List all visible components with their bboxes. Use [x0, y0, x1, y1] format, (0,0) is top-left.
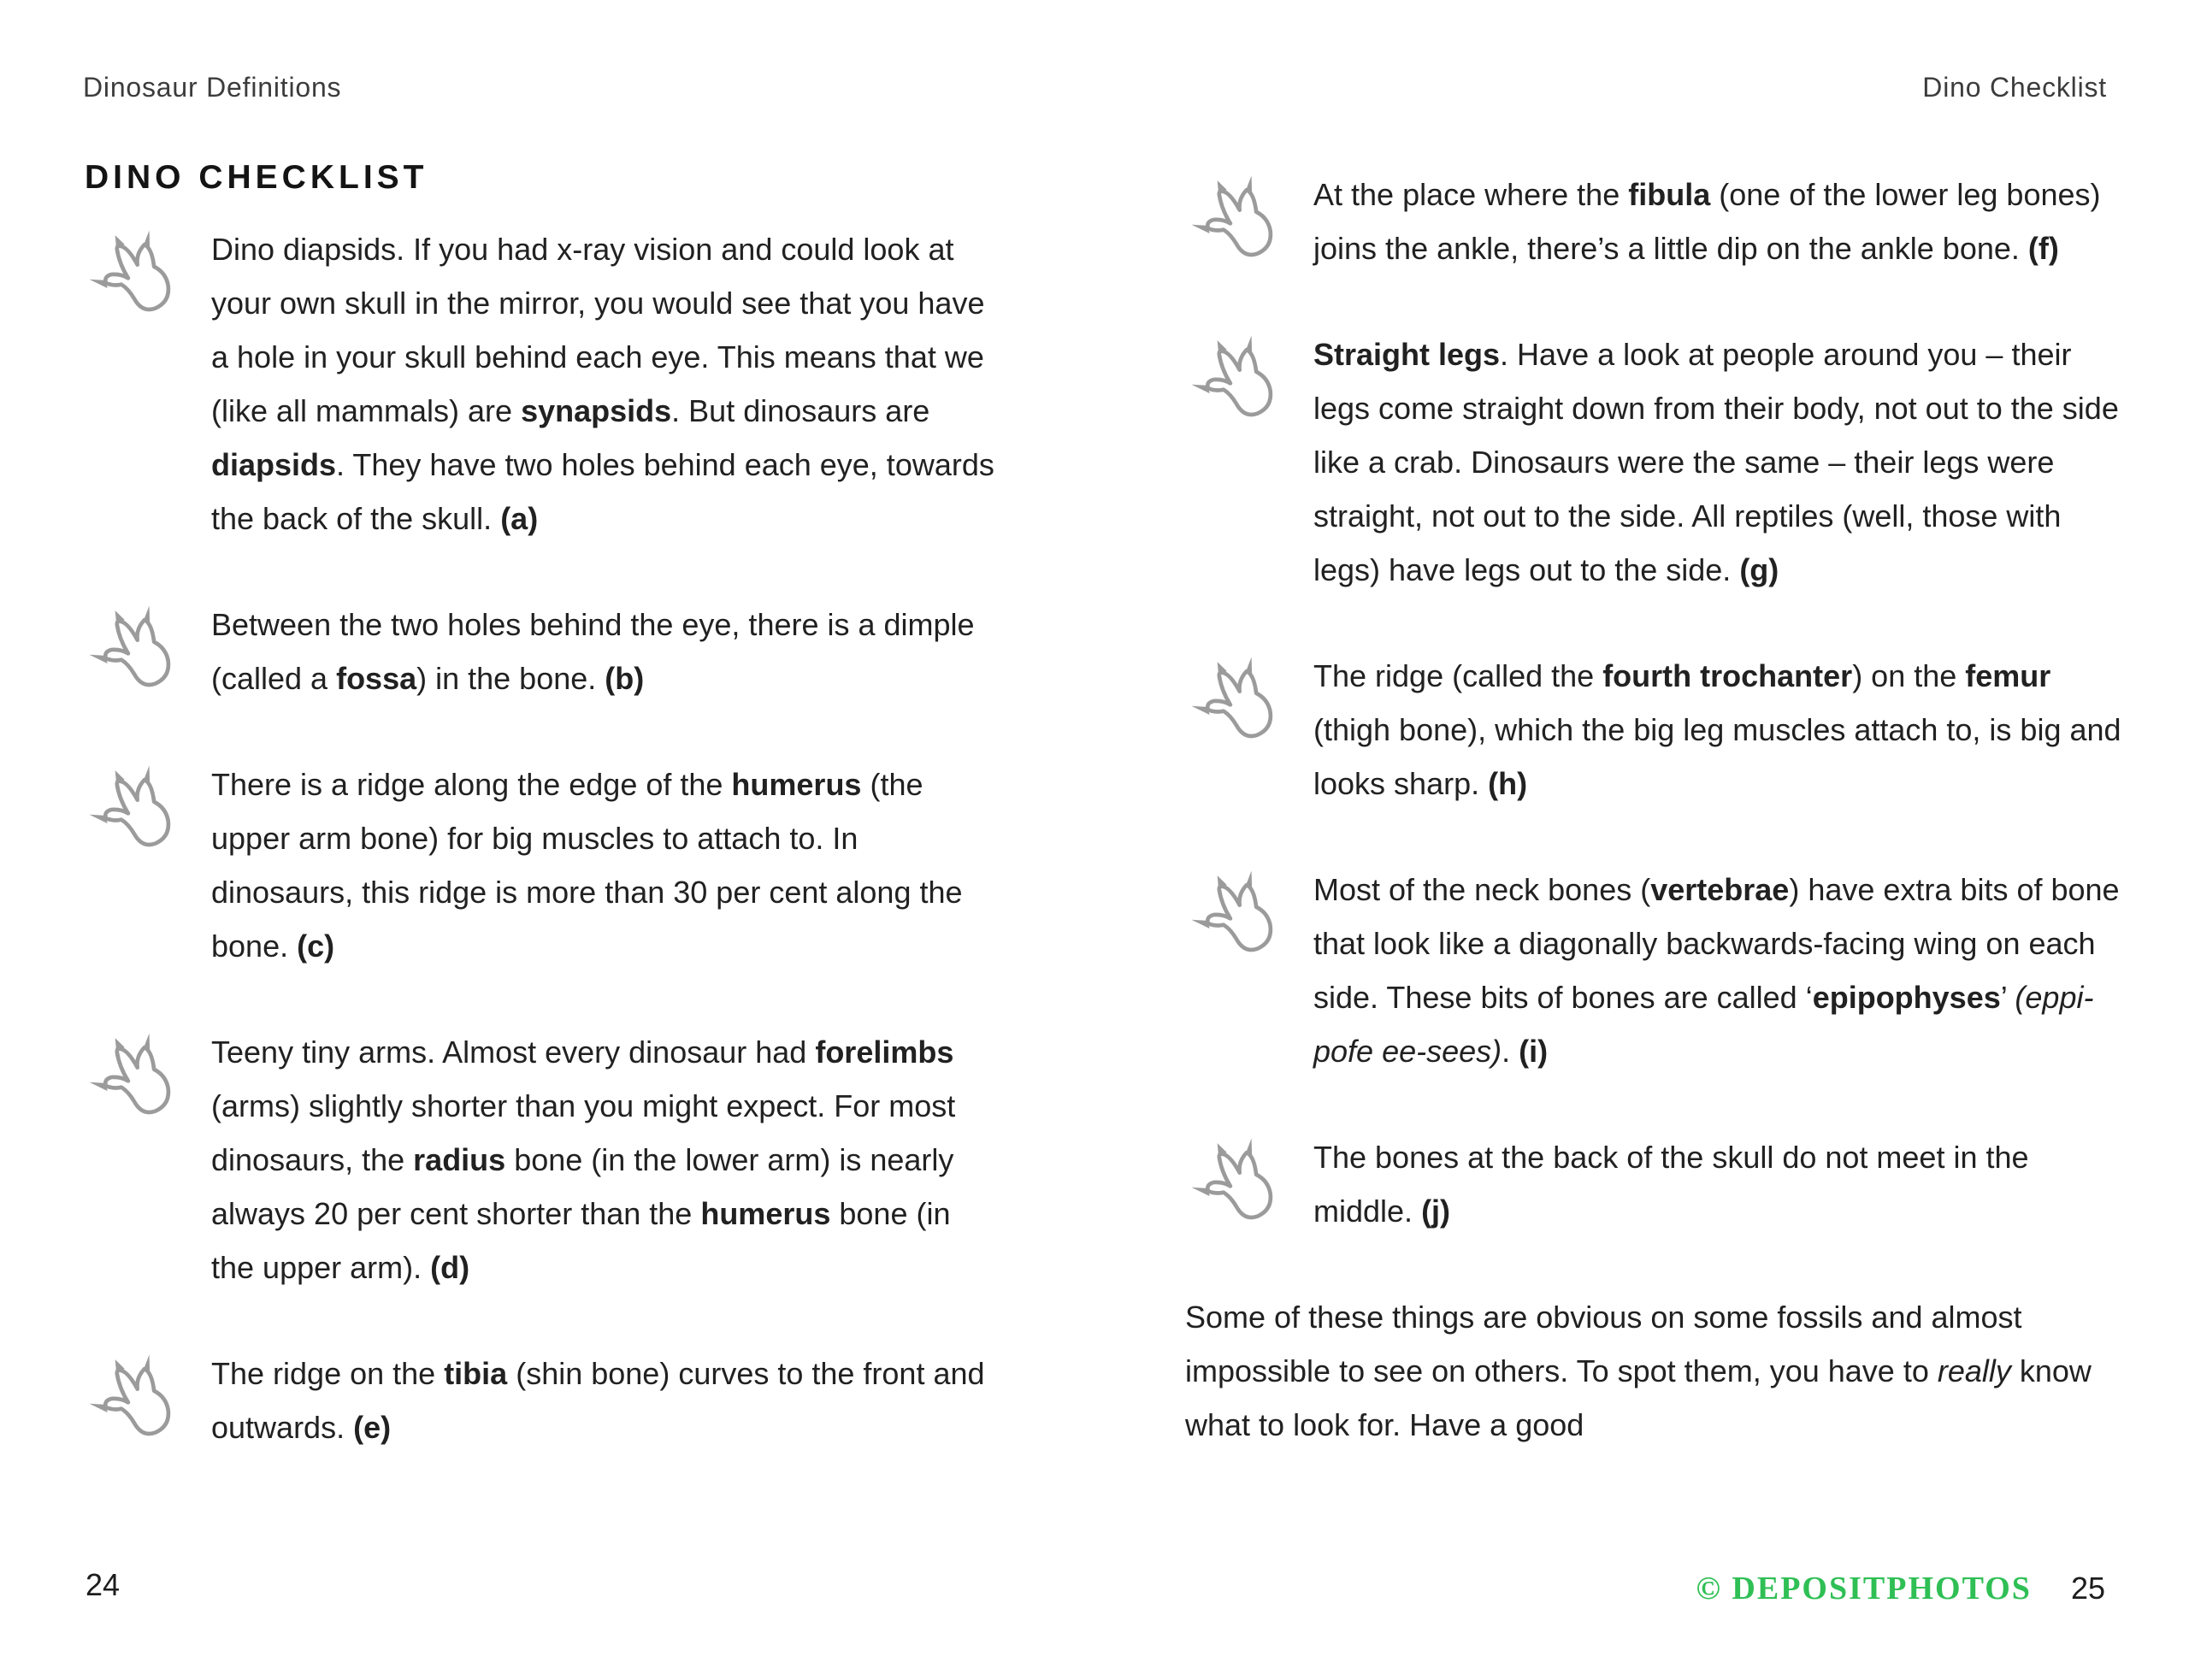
checklist-item-f [1185, 168, 2134, 275]
page-number-right: 25 [2070, 1571, 2105, 1606]
dino-footprint-icon [83, 601, 182, 704]
checklist-item-j [1185, 1130, 2134, 1238]
checklist-item-text: Straight legs. Have a look at people around you – their legs come straight down from their body, not out to the side like a crab. Dinosaurs were the same – their legs were straight, not out to the side. All reptiles (well, those with legs) have legs out to the side. (g) [1313, 337, 2119, 587]
checklist-item-text: Teeny tiny arms. Almost every dinosaur had forelimbs (arms) slightly shorter than you might expect. For most dinosaurs, the radius bone (in the lower arm) is nearly always 20 per cent shorter than the humerus bone (in the upper arm). (d) [211, 1035, 956, 1285]
checklist-item-text: At the place where the fibula (one of the lower leg bones) joins the ankle, there’s a little dip on the ankle bone. (f) [1313, 177, 2101, 266]
checklist-item-text: Between the two holes behind the eye, there is a dimple (called a fossa) in the bone. (b) [211, 607, 975, 696]
depositphotos-watermark: © DEPOSITPHOTOS [1696, 1571, 2032, 1606]
running-header-left: Dinosaur Definitions [83, 72, 342, 103]
checklist-column-right [1185, 168, 2134, 1452]
checklist-item-i [1185, 863, 2134, 1078]
running-header-right: Dino Checklist [1922, 72, 2107, 103]
dino-footprint-icon [83, 1350, 182, 1453]
checklist-item-text: The bones at the back of the skull do not meet in the middle. (j) [1313, 1140, 2029, 1229]
section-heading: DINO CHECKLIST [85, 159, 428, 196]
checklist-item-text: There is a ridge along the edge of the humerus (the upper arm bone) for big muscles to attach to. In dinosaurs, this ridge is more than 30 per cent along the bone. (c) [211, 767, 963, 964]
checklist-item-text: Dino diapsids. If you had x-ray vision and could look at your own skull in the mirror, you would see that you have a hole in your skull behind each eye. This means that we (like all mammals) are synapsids. But dinosaurs are diapsids. They have two holes behind each eye, towards the back of the skull. (a) [211, 232, 994, 536]
dino-footprint-icon [1185, 171, 1284, 274]
checklist-item-text: The ridge on the tibia (shin bone) curves to the front and outwards. (e) [211, 1356, 985, 1445]
dino-footprint-icon [1185, 331, 1284, 433]
checklist-item-text: The ridge (called the fourth trochanter) on the femur (thigh bone), which the big leg muscles attach to, is big and looks sharp. (h) [1313, 658, 2121, 801]
dino-footprint-icon [1185, 1134, 1284, 1236]
checklist-item-text: Most of the neck bones (vertebrae) have extra bits of bone that look like a diagonally backwards-facing wing on each side. These bits of bones are called ‘epipophyses’ (eppi-pofe ee-sees). (i) [1313, 872, 2120, 1069]
checklist-column-left [83, 222, 1015, 1506]
dino-footprint-icon [1185, 866, 1284, 969]
footer-right [1696, 1570, 2105, 1607]
checklist-item-g [1185, 327, 2134, 597]
checklist-item-a [83, 222, 1015, 545]
checklist-item-h [1185, 649, 2134, 811]
dino-footprint-icon [83, 761, 182, 864]
checklist-item-d [83, 1025, 1015, 1294]
dino-footprint-icon [83, 1029, 182, 1131]
checklist-item-e [83, 1347, 1015, 1454]
checklist-item-b [83, 598, 1015, 705]
dino-footprint-icon [1185, 652, 1284, 755]
page-number-left: 24 [86, 1567, 121, 1602]
dino-footprint-icon [83, 226, 182, 328]
closing-paragraph: Some of these things are obvious on some fossils and almost impossible to see on others. To spot them, you have to really know what to look for. Have a good [1185, 1300, 2092, 1442]
checklist-item-c [83, 757, 1015, 973]
